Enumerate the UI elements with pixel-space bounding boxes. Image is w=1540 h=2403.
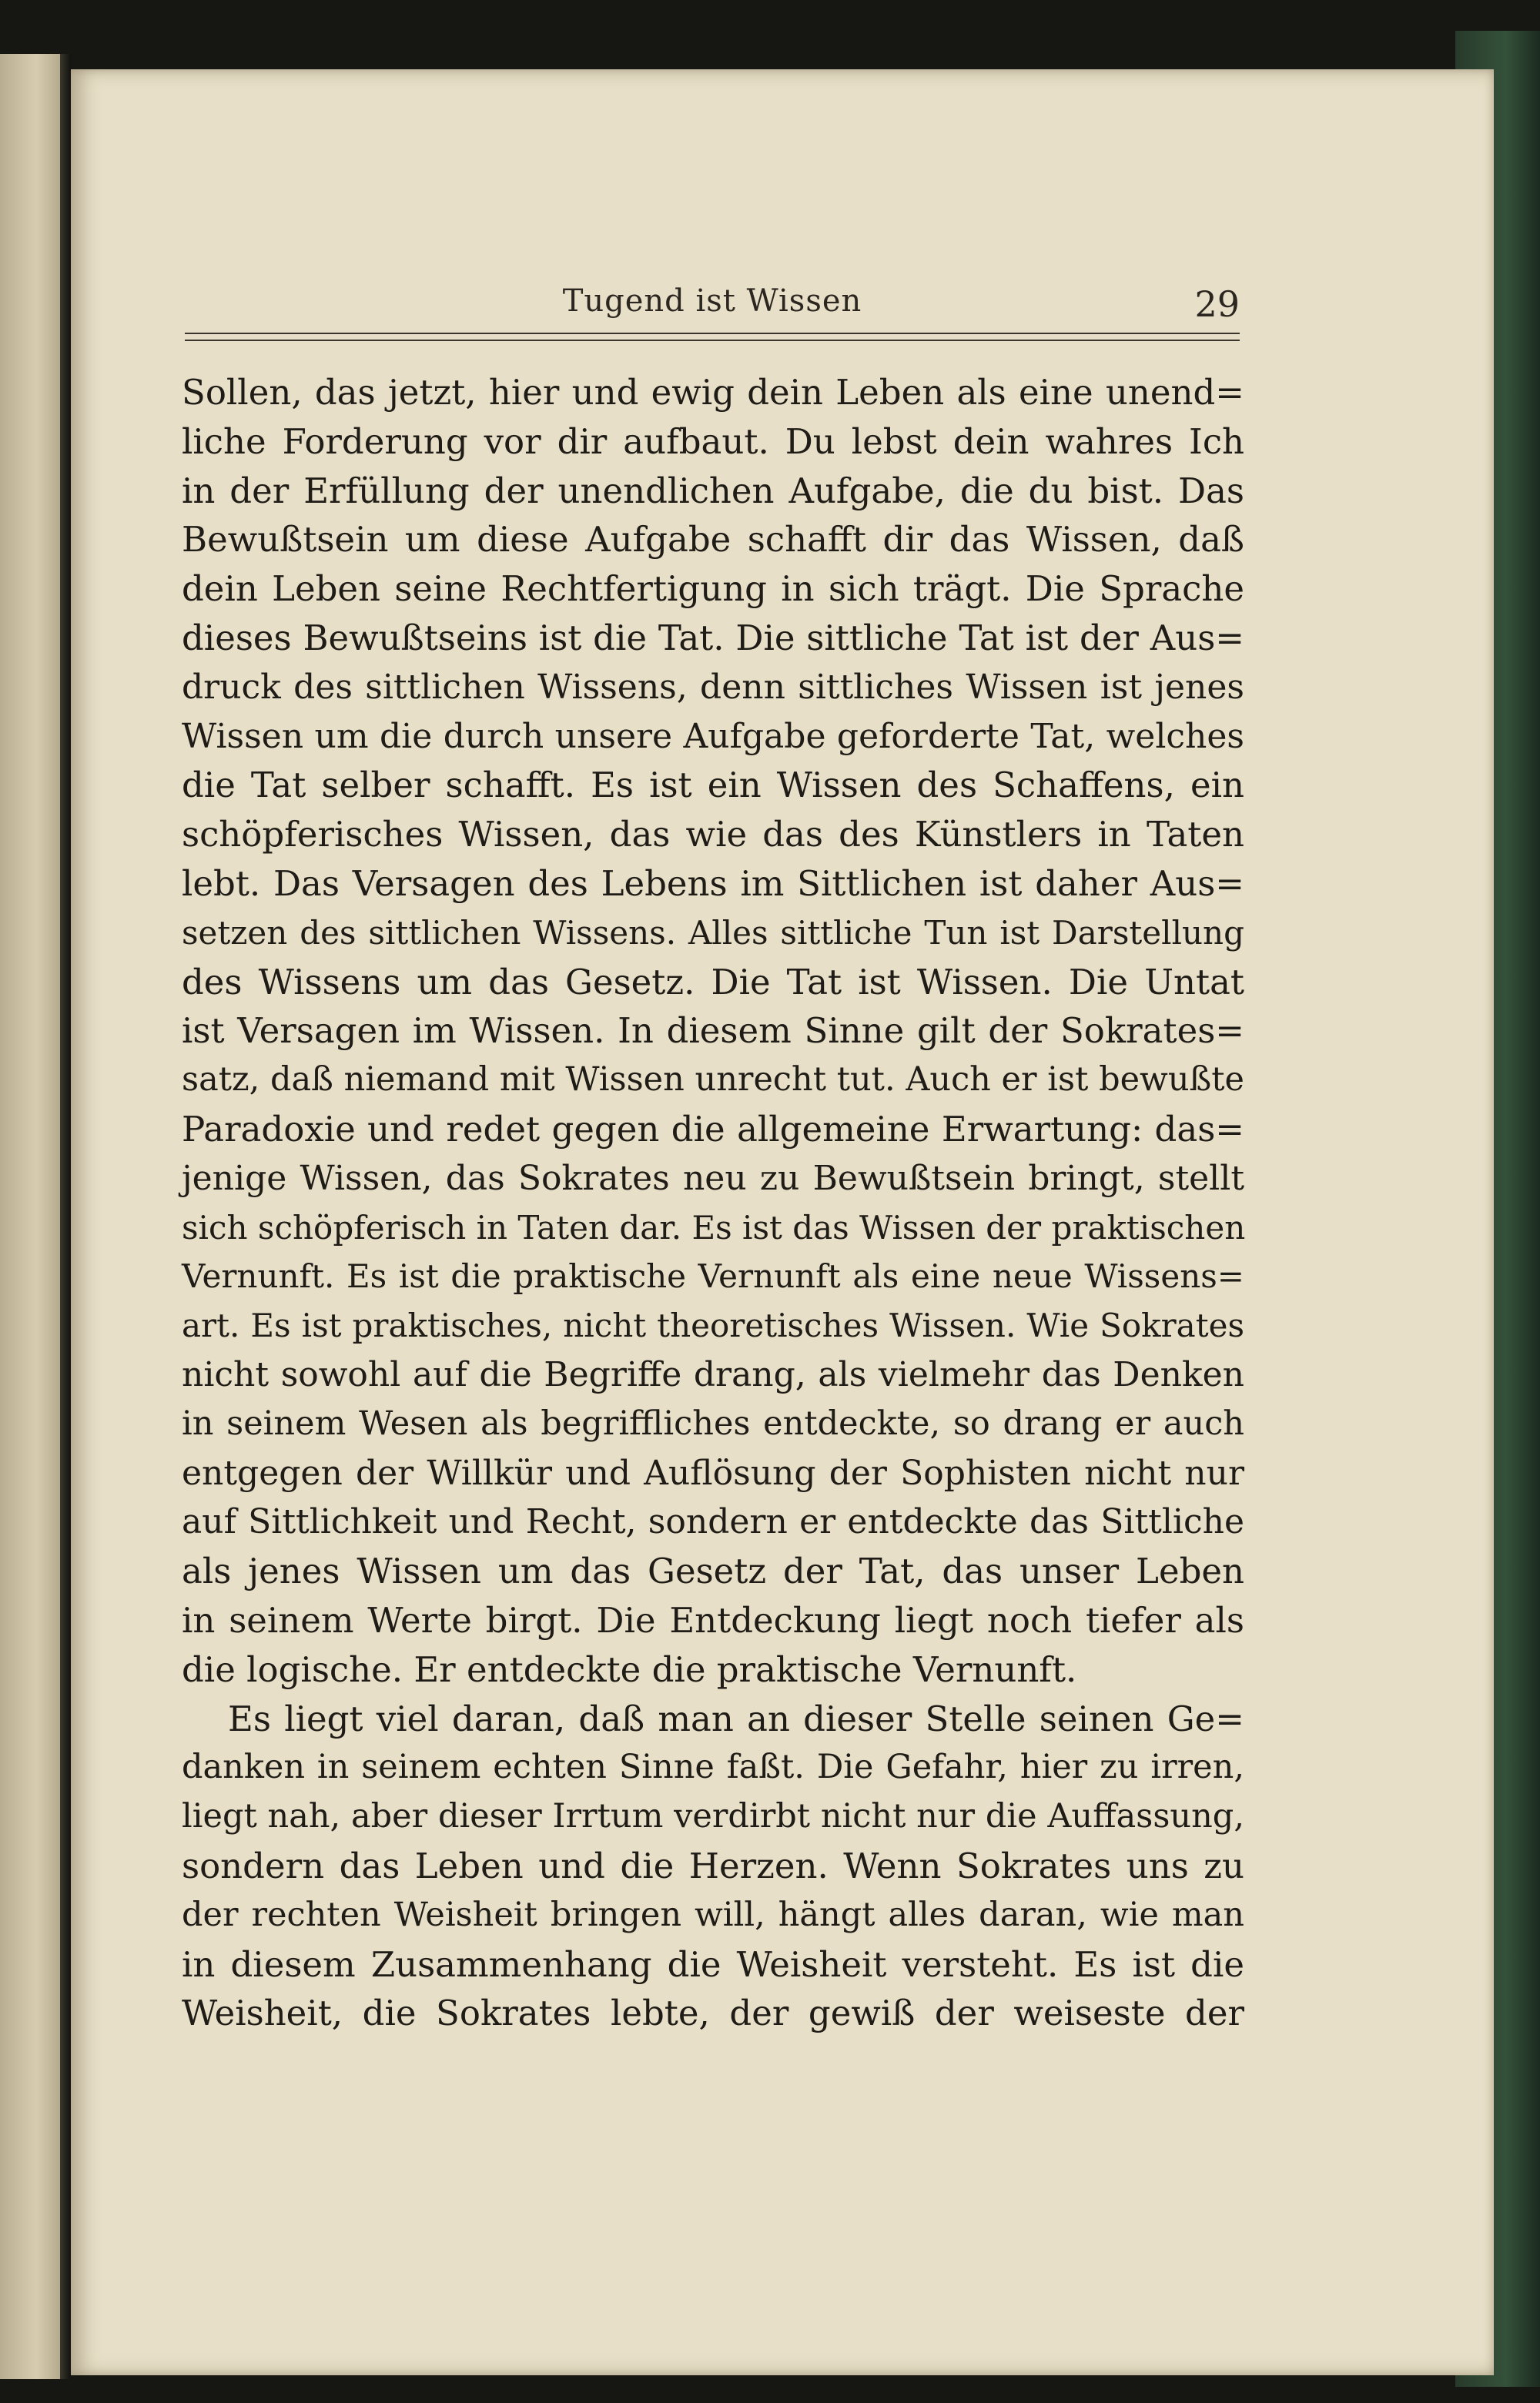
text-line: in der Erfüllung der unendlichen Aufgabe, die du bist. Das — [182, 470, 1244, 511]
previous-page-edge — [0, 54, 60, 2379]
text-line: satz, daß niemand mit Wissen unrecht tut. Auch er ist bewußte — [182, 1060, 1244, 1099]
text-line: als jenes Wissen um das Gesetz der Tat, das unser Leben — [182, 1551, 1244, 1592]
text-line: in seinem Werte birgt. Die Entdeckung liegt noch tiefer als — [182, 1599, 1244, 1641]
page-header — [185, 283, 1240, 330]
text-line: die logische. Er entdeckte die praktische Vernunft. — [182, 1648, 1077, 1690]
text-line: liche Forderung vor dir aufbaut. Du lebst dein wahres Ich — [182, 420, 1244, 462]
text-line: der rechten Weisheit bringen will, hängt alles daran, wie man — [182, 1895, 1244, 1934]
text-line: Es liegt viel daran, daß man an dieser Stelle seinen Ge= — [228, 1698, 1244, 1739]
page-number: 29 — [1194, 283, 1240, 325]
text-line: lebt. Das Versagen des Lebens im Sittlichen ist daher Aus= — [182, 862, 1244, 904]
text-line: dieses Bewußtseins ist die Tat. Die sittliche Tat ist der Aus= — [182, 617, 1244, 658]
text-line: setzen des sittlichen Wissens. Alles sittliche Tun ist Darstellung — [182, 913, 1244, 952]
running-title: Tugend ist Wissen — [562, 283, 862, 319]
text-line: Paradoxie und redet gegen die allgemeine Erwartung: das= — [182, 1108, 1244, 1150]
text-line: entgegen der Willkür und Auflösung der Sophisten nicht nur — [182, 1453, 1244, 1493]
text-line: die Tat selber schafft. Es ist ein Wissen des Schaffens, ein — [182, 765, 1244, 806]
text-line: Weisheit, die Sokrates lebte, der gewiß der weiseste der — [182, 1993, 1244, 2034]
text-line: dein Leben seine Rechtfertigung in sich trägt. Die Sprache — [182, 568, 1244, 610]
text-line: nicht sowohl auf die Begriffe drang, als vielmehr das Denken — [182, 1354, 1244, 1394]
header-rule — [185, 333, 1240, 334]
text-line: Sollen, das jetzt, hier und ewig dein Leben als eine unend= — [182, 372, 1244, 413]
text-line: sich schöpferisch in Taten dar. Es ist das Wissen der praktischen — [182, 1208, 1246, 1247]
book-gutter — [60, 54, 71, 2379]
header-rule — [185, 340, 1240, 341]
text-line: art. Es ist praktisches, nicht theoretisches Wissen. Wie Sokrates — [182, 1307, 1244, 1345]
text-line: Vernunft. Es ist die praktische Vernunft als eine neue Wissens= — [182, 1257, 1244, 1296]
text-line: danken in seinem echten Sinne faßt. Die Gefahr, hier zu irren, — [182, 1748, 1244, 1787]
text-line: des Wissens um das Gesetz. Die Tat ist Wissen. Die Untat — [182, 961, 1244, 1002]
text-line: Bewußtsein um diese Aufgabe schafft dir das Wissen, daß — [182, 519, 1244, 561]
text-line: druck des sittlichen Wissens, denn sittliches Wissen ist jenes — [182, 667, 1244, 707]
text-line: in diesem Zusammenhang die Weisheit versteht. Es ist die — [182, 1943, 1244, 1985]
body-text — [182, 368, 1244, 2038]
text-line: jenige Wissen, das Sokrates neu zu Bewußtsein bringt, stellt — [182, 1158, 1244, 1198]
text-line: liegt nah, aber dieser Irrtum verdirbt nicht nur die Auffassung, — [182, 1797, 1244, 1836]
text-line: ist Versagen im Wissen. In diesem Sinne gilt der Sokrates= — [182, 1010, 1244, 1052]
text-line: sondern das Leben und die Herzen. Wenn Sokrates uns zu — [182, 1845, 1244, 1886]
text-line: Wissen um die durch unsere Aufgabe geforderte Tat, welches — [182, 716, 1244, 756]
text-line: auf Sittlichkeit und Recht, sondern er entdeckte das Sittliche — [182, 1502, 1244, 1542]
text-line: in seinem Wesen als begriffliches entdeckte, so drang er auch — [182, 1404, 1244, 1443]
text-line: schöpferisches Wissen, das wie das des Künstlers in Taten — [182, 814, 1244, 855]
